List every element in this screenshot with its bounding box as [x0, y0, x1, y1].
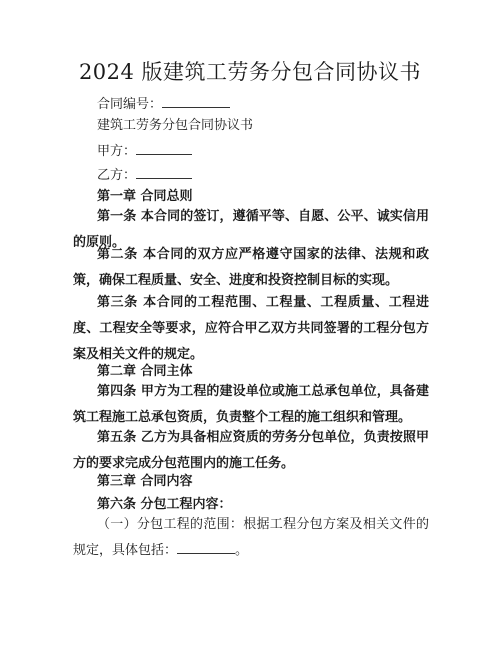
article-2: 第二条 本合同的双方应严格遵守国家的法律、法规和政策，确保工程质量、安全、进度和投资控制目标的实现。 [73, 247, 429, 288]
party-b-blank[interactable] [136, 165, 192, 179]
article-6: 第六条 分包工程内容： [97, 497, 232, 512]
party-a-blank[interactable] [136, 141, 192, 155]
article-5: 第五条 乙方为具备相应资质的劳务分包单位，负责按照甲方的要求完成分包范围内的施工任务。 [73, 430, 429, 471]
article-6-item-1-blank[interactable] [177, 540, 235, 554]
party-b-label: 乙方： [97, 168, 137, 183]
contract-number-label: 合同编号： [97, 97, 163, 112]
article-6-item-1-text: （一）分包工程的范围：根据工程分包方案及相关文件的规定，具体包括： [73, 517, 429, 558]
article-6-item-1-end: 。 [235, 543, 249, 558]
article-6-item-1 [73, 512, 429, 564]
article-3: 第三条 本合同的工程范围、工程量、工程质量、工程进度、工程安全等要求，应符合甲乙双方共同签署的工程分包方案及相关文件的规定。 [73, 295, 429, 362]
article-4: 第四条 甲方为工程的建设单位或施工总承包单位，具备建筑工程施工总承包资质，负责整个工程的施工组织和管理。 [73, 384, 429, 425]
article-1: 第一条 本合同的签订，遵循平等、自愿、公平、诚实信用的原则。 [73, 209, 429, 250]
party-a-line [97, 141, 192, 161]
document-subtitle: 建筑工劳务分包合同协议书 [97, 118, 254, 133]
contract-number-blank[interactable] [162, 94, 230, 108]
document-title: 2024 版建筑工劳务分包合同协议书 [78, 60, 422, 84]
party-a-label: 甲方： [97, 144, 137, 159]
chapter-1-heading: 第一章 合同总则 [97, 189, 193, 204]
chapter-3-heading: 第三章 合同内容 [97, 474, 193, 489]
party-b-line [97, 165, 192, 185]
chapter-2-heading: 第二章 合同主体 [97, 364, 193, 379]
contract-number-line [97, 94, 230, 114]
